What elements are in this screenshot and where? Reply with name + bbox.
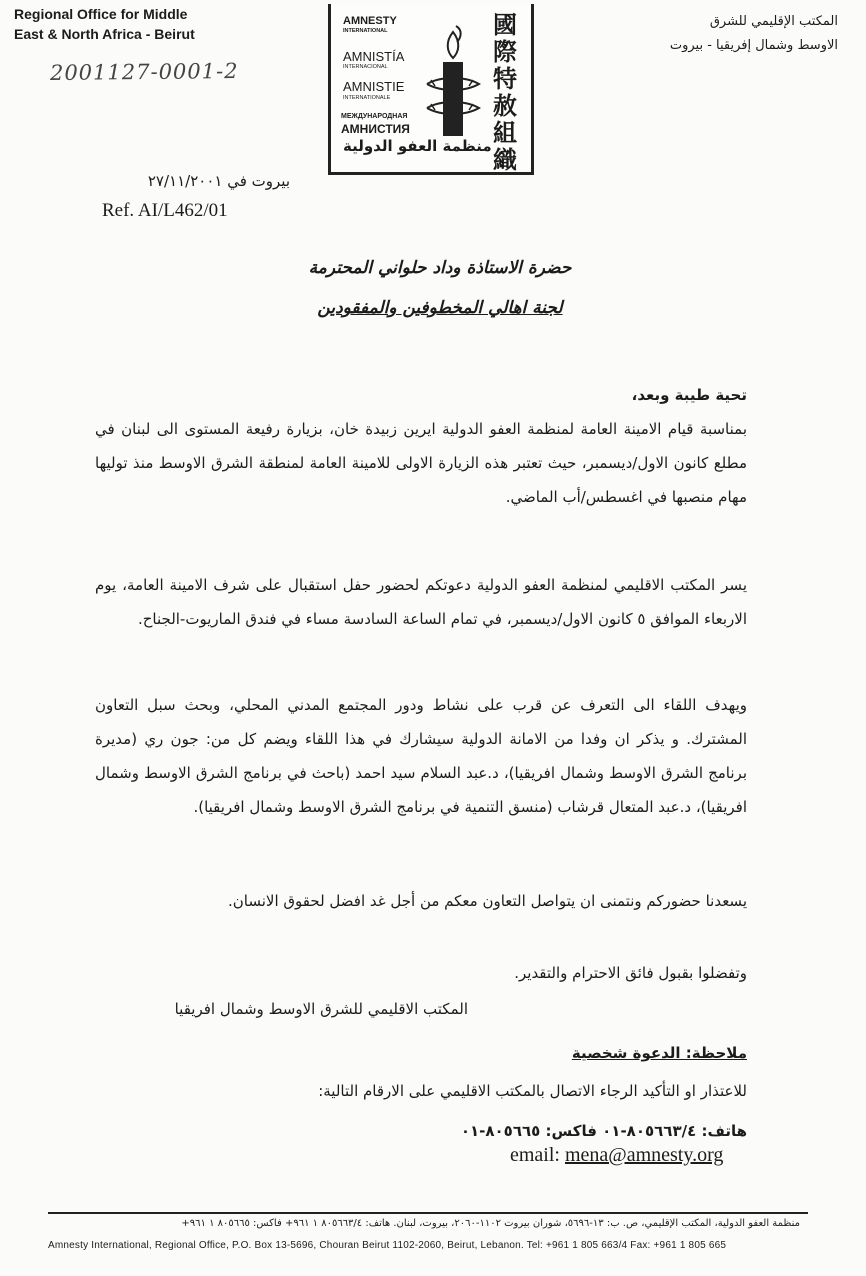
footer-divider xyxy=(48,1212,808,1214)
logo-text-international: INTERNATIONAL xyxy=(343,28,388,34)
letter-reference: Ref. AI/L462/01 xyxy=(102,200,228,221)
closing-signature: المكتب الاقليمي للشرق الاوسط وشمال افريقيا xyxy=(174,1000,468,1018)
logo-cjk-char: 織 xyxy=(493,146,517,174)
paragraph-text: يسعدنا حضوركم ونتمنى ان يتواصل التعاون معكم من أجل غد افضل لحقوق الانسان. xyxy=(228,892,747,910)
amnesty-logo xyxy=(328,4,534,175)
paragraph-text: بمناسبة قيام الامينة العامة لمنظمة العفو الدولية ايرين زبيدة خان، بزيارة رفيعة المستوى الى لبنان في مطلع كانون الاول/ديسمبر، حيث تعتبر هذه الزيارة الاولى للامينة العامة لمنطقة الشرق الاوسط منذ توليها مهام منصبها في اغسطس/أب الماضي. xyxy=(95,420,747,506)
body-paragraph xyxy=(95,568,747,636)
logo-cjk-char: 組 xyxy=(493,119,517,147)
candle-barbed-wire-icon xyxy=(423,24,483,144)
contact-phone-fax: هاتف: ٨٠٥٦٦٣/٤-٠١ فاكس: ٨٠٥٦٦٥-٠١ xyxy=(460,1122,747,1140)
note-text: للاعتذار او التأكيد الرجاء الاتصال بالمكتب الاقليمي على الارقام التالية: xyxy=(318,1082,747,1100)
logo-cjk-char: 國 xyxy=(493,11,517,39)
header-english-office xyxy=(14,4,244,44)
addressee-committee: لجنة اهالي المخطوفين والمفقودين xyxy=(317,298,563,318)
greeting: تحية طيبة وبعد، xyxy=(631,386,747,404)
header-right-line2: الاوسط وشمال إفريقيا - بيروت xyxy=(669,38,838,53)
logo-text-arabic: منظمة العفو الدولية xyxy=(343,137,492,155)
logo-text-russian-1: МЕЖДУНАРОДНАЯ xyxy=(341,113,408,120)
email-label: email: xyxy=(510,1144,560,1166)
body-paragraph xyxy=(95,884,747,918)
contact-email xyxy=(510,1144,723,1167)
logo-text-amnesty: AMNESTY xyxy=(343,15,397,27)
footer-arabic-address: منظمة العفو الدولية، المكتب الإقليمي، ص. ب: ١٣-٥٦٩٦، شوران بيروت ١١٠٢-٢٠٦٠، بيروت، لبنان. هاتف: ٨٠٥٦٦٣/٤ ١ ٩٦١+ فاكس: ٨٠٥٦٦٥ ١ ٩٦١+ xyxy=(181,1218,800,1229)
logo-text-amnistie: AMNISTIE xyxy=(343,79,405,94)
email-link[interactable]: mena@amnesty.org xyxy=(564,1144,724,1166)
header-left-line1: Regional Office for Middle xyxy=(14,6,188,22)
logo-text-internationale: INTERNATIONALE xyxy=(343,95,391,101)
logo-cjk-char: 赦 xyxy=(493,92,517,120)
header-left-line2: East & North Africa - Beirut xyxy=(14,26,195,42)
handwritten-reference: 2001127-0001-2 xyxy=(49,59,239,85)
note-title: ملاحظة: الدعوة شخصية xyxy=(571,1044,747,1062)
logo-cjk-char: 際 xyxy=(493,38,517,66)
logo-text-internacional: INTERNACIONAL xyxy=(343,64,388,70)
header-arabic-office xyxy=(600,10,838,58)
closing-regards: وتفضلوا بقبول فائق الاحترام والتقدير. xyxy=(514,964,747,982)
body-paragraph xyxy=(95,412,747,514)
body-paragraph xyxy=(95,688,747,824)
logo-text-russian-2: АМНИСТИЯ xyxy=(341,122,410,136)
addressee-name: حضرة الاستاذة وداد حلواني المحترمة xyxy=(308,258,572,278)
paragraph-text: يسر المكتب الاقليمي لمنظمة العفو الدولية دعوتكم لحضور حفل استقبال على شرف الامينة العامة، يوم الاربعاء الموافق ٥ كانون الاول/ديسمبر، في تمام الساعة السادسة مساء في فندق الماريوت-الجناح. xyxy=(95,576,747,628)
logo-cjk-char: 特 xyxy=(493,65,517,93)
paragraph-text: ويهدف اللقاء الى التعرف عن قرب على نشاط ودور المجتمع المدني المحلي، وبحث سبل التعاون المشترك. و يذكر ان وفدا من الامانة الدولية سيشارك في هذا اللقاء ويضم كل من: جون ري (مديرة برنامج الشرق الاوسط وشمال افريقيا)، د.عبد السلام سيد احمد (باحث في برنامج الشرق الاوسط وشمال افريقيا)، د.عبد المتعال قرشاب (منسق التنمية في برنامج الشرق الاوسط وشمال افريقيا). xyxy=(95,696,747,816)
header-right-line1: المكتب الإقليمي للشرق xyxy=(709,14,838,29)
footer-english-address: Amnesty International, Regional Office, P.O. Box 13-5696, Chouran Beirut 1102-2060, Beirut, Lebanon. Tel: +961 1 805 663/4 Fax: +961 1 805 665 xyxy=(48,1240,727,1251)
logo-text-amnistia: AMNISTÍA xyxy=(343,49,405,64)
logo-cjk-text xyxy=(491,12,519,174)
letter-date: بيروت في ٢٧/١١/٢٠٠١ xyxy=(147,172,290,190)
